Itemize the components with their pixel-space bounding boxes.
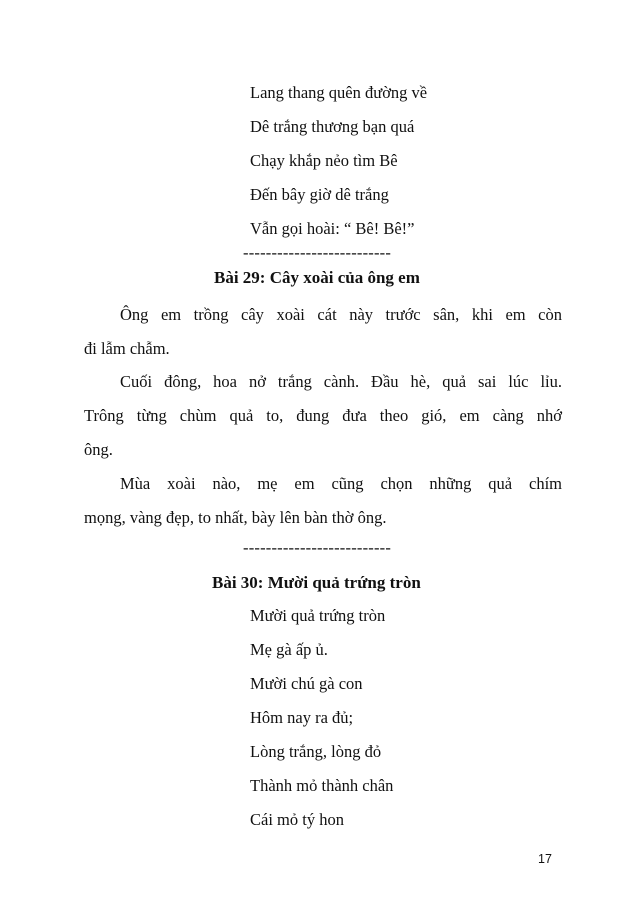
- poem-line: Lòng trắng, lòng đỏ: [250, 742, 382, 761]
- poem-line: Mười chú gà con: [250, 674, 363, 693]
- poem-line: Mười quả trứng tròn: [250, 606, 386, 625]
- paragraph-line: ông.: [84, 440, 113, 459]
- lesson-title: Bài 29: Cây xoài của ông em: [214, 268, 420, 287]
- page-number: 17: [538, 852, 552, 866]
- poem-line: Thành mỏ thành chân: [250, 776, 394, 795]
- paragraph-line: Ông em trồng cây xoài cát này trước sân, khi em còn: [120, 305, 562, 324]
- poem-line: Lang thang quên đường về: [250, 83, 428, 102]
- poem-line: Vẫn gọi hoài: “ Bê! Bê!”: [250, 219, 415, 238]
- poem-line: Dê trắng thương bạn quá: [250, 117, 415, 136]
- paragraph-line: Cuối đông, hoa nở trắng cành. Đầu hè, quả sai lúc lỉu.: [120, 372, 562, 391]
- lesson-title: Bài 30: Mười quả trứng tròn: [212, 573, 421, 592]
- paragraph-line: Mùa xoài nào, mẹ em cũng chọn những quả chím: [120, 474, 562, 493]
- poem-line: Cái mỏ tý hon: [250, 810, 344, 829]
- section-separator: --------------------------: [243, 538, 392, 557]
- poem-line: Chạy khắp nẻo tìm Bê: [250, 151, 398, 170]
- paragraph-line: đi lẫm chẫm.: [84, 339, 170, 358]
- poem-line: Hôm nay ra đủ;: [250, 708, 354, 727]
- paragraph-line: Trông từng chùm quả to, đung đưa theo gió, em càng nhớ: [84, 406, 562, 425]
- poem-line: Đến bây giờ dê trắng: [250, 185, 389, 204]
- paragraph-line: mọng, vàng đẹp, to nhất, bày lên bàn thờ ông.: [84, 508, 387, 527]
- poem-line: Mẹ gà ấp ủ.: [250, 640, 328, 659]
- section-separator: --------------------------: [243, 243, 392, 262]
